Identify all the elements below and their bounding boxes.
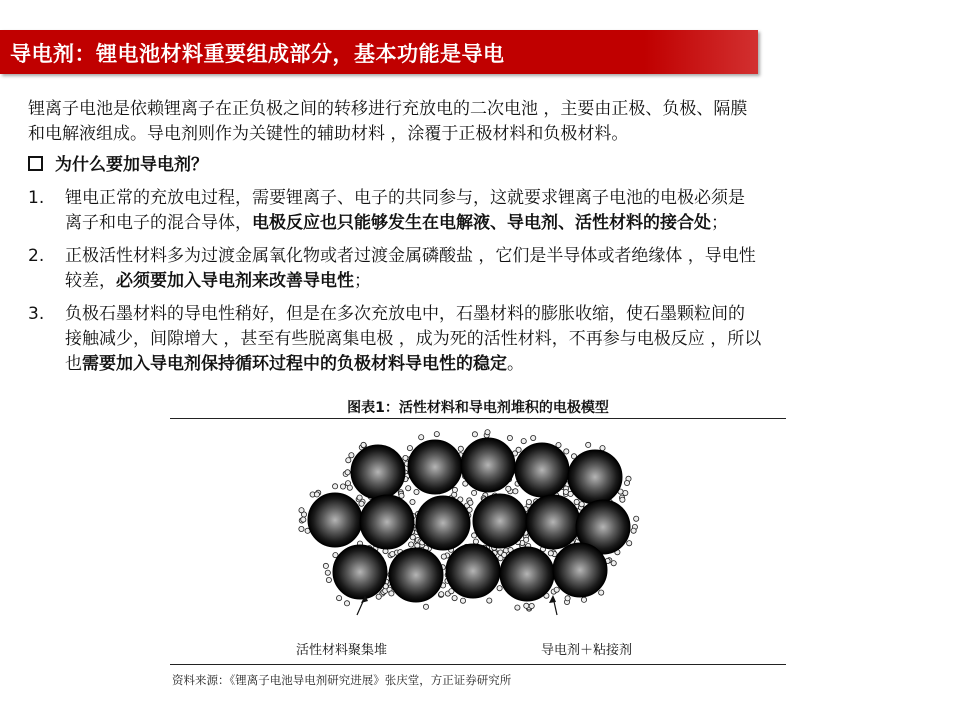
conductive-particle [548, 551, 553, 556]
conductive-particle [586, 442, 591, 447]
conductive-particle [526, 499, 531, 504]
conductive-particle [410, 499, 415, 504]
conductive-particle [361, 442, 366, 447]
conductive-particle [631, 528, 636, 533]
electrode-model-illustration [295, 425, 675, 625]
bold-text: 必须要加入导电剂来改善导电性 [116, 271, 354, 291]
text-span: ； [354, 271, 371, 291]
active-particle [568, 450, 622, 504]
conductive-particle [599, 590, 604, 595]
list-line [65, 211, 761, 236]
bold-text: 需要加入导电剂保持循环过程中的负极材料导电性的稳定 [82, 354, 507, 374]
text-span: 也 [65, 354, 82, 374]
list-item [28, 186, 761, 236]
list-number: 3. [28, 304, 45, 324]
active-particle [351, 445, 405, 499]
conductive-particle [414, 489, 419, 494]
text-span: 较差， [65, 271, 116, 291]
list-line: 接触减少，间隙增大 ，甚至有些脱离集电极 ，成为死的活性材料，不再参与电极反应 ，所以 [65, 329, 762, 349]
conductive-particle [410, 535, 415, 540]
conductive-particle [620, 497, 625, 502]
conductive-particle [406, 486, 411, 491]
conductive-particle [423, 604, 428, 609]
active-particle [408, 440, 462, 494]
conductive-particle [579, 502, 584, 507]
conductive-particle [524, 537, 529, 542]
list-number: 2. [28, 246, 45, 266]
conductive-particle [624, 480, 629, 485]
conductive-particle [389, 591, 394, 596]
conductive-particle [340, 484, 345, 489]
conductive-particle [407, 446, 412, 451]
figure-top-rule [170, 418, 786, 419]
conductive-particle [473, 539, 478, 544]
list-line: 锂电正常的充放电过程，需要锂离子、电子的共同参与，这就要求锂离子电池的电极必须是 [65, 188, 745, 208]
list-line [65, 269, 761, 294]
active-particle [553, 543, 607, 597]
active-particle [500, 547, 554, 601]
conductive-particle [376, 594, 381, 599]
conductive-particle [507, 435, 512, 440]
text-span: ； [711, 213, 728, 233]
conductive-particle [634, 516, 639, 521]
conductive-particle [325, 570, 330, 575]
conductive-particle [472, 490, 477, 495]
conductive-particle [513, 489, 518, 494]
conductive-particle [458, 446, 463, 451]
intro-line-1: 锂离子电池是依赖锂离子在正负极之间的转移进行充放电的二次电池 ，主要由正极、负极、隔膜 [28, 99, 748, 119]
conductive-particle [346, 458, 351, 463]
conductive-particle [529, 603, 534, 608]
active-particle [526, 495, 580, 549]
conductive-particle [337, 596, 342, 601]
conductive-particle [565, 596, 570, 601]
conductive-particle [323, 563, 328, 568]
conductive-particle [326, 577, 331, 582]
conductive-particle [623, 490, 628, 495]
conductive-particle [554, 587, 559, 592]
conductive-particle [399, 493, 404, 498]
intro-line-2: 和电解液组成。导电剂则作为关键性的辅助材料 ，涂覆于正极材料和负极材料。 [28, 124, 629, 144]
conductive-particle [452, 492, 457, 497]
text-span: 离子和电子的混合导体， [65, 213, 252, 233]
conductive-particle [357, 495, 362, 500]
figure-bottom-rule [170, 664, 786, 665]
conductive-agent-label: 导电剂＋粘接剂 [541, 643, 633, 658]
active-particle [515, 443, 569, 497]
bold-text: 电极反应也只能够发生在电解液、导电剂、活性材料的接合处 [252, 213, 711, 233]
conductive-particle [564, 449, 569, 454]
active-particle [416, 496, 470, 550]
list-item [28, 244, 761, 294]
conductive-particle [299, 508, 304, 513]
source-note: 资料来源：《锂离子电池导电剂研究进展》张庆堂，方正证券研究所 [172, 673, 512, 687]
conductive-particle [419, 435, 424, 440]
active-particle [308, 493, 362, 547]
figure-title: 图表1：活性材料和导电剂堆积的电极模型 [347, 400, 609, 416]
conductive-particle [390, 552, 395, 557]
conductive-particle [531, 435, 536, 440]
active-particle [389, 548, 443, 602]
conductive-particle [314, 492, 319, 497]
active-material-particles [308, 438, 630, 602]
conductive-particle [521, 439, 526, 444]
conductive-particle [611, 561, 616, 566]
conductive-particle [452, 596, 457, 601]
active-particle [333, 545, 387, 599]
conductive-particle [344, 601, 349, 606]
conductive-particle [460, 598, 465, 603]
text-span: 。 [507, 354, 524, 374]
question-text: 为什么要加导电剂？ [55, 155, 208, 175]
question-heading [28, 153, 208, 178]
title-bar [0, 30, 758, 74]
list-line [65, 352, 761, 377]
active-particle [360, 495, 414, 549]
list-line: 正极活性材料多为过渡金属氧化物或者过渡金属磷酸盐 ，它们是半导体或者绝缘体 ，导电性 [65, 246, 756, 266]
conductive-particle [472, 432, 477, 437]
active-particle [473, 494, 527, 548]
conductive-particle [468, 500, 473, 505]
conductive-particle [359, 501, 364, 506]
conductive-particle [299, 526, 304, 531]
conductive-particle [563, 489, 568, 494]
conductive-particle [574, 499, 579, 504]
conductive-particle [600, 446, 605, 451]
conductive-particle [333, 484, 338, 489]
conductive-particle [409, 542, 414, 547]
active-particle [461, 438, 515, 492]
conductive-particle [524, 603, 529, 608]
conductive-particle [452, 487, 457, 492]
list-line: 负极石墨材料的导电性稍好，但是在多次充放电中，石墨材料的膨胀收缩，使石墨颗粒间的 [65, 304, 745, 324]
checkbox-bullet-icon [28, 156, 43, 171]
conductive-particle [497, 586, 502, 591]
conductive-particle [506, 486, 511, 491]
list-number: 1. [28, 188, 45, 208]
page-title: 导电剂：锂电池材料重要组成部分，基本功能是导电 [10, 42, 505, 66]
conductive-particle [415, 543, 420, 548]
intro-paragraph [28, 97, 747, 147]
conductive-particle [403, 455, 408, 460]
conductive-particle [347, 485, 352, 490]
active-particle [446, 544, 500, 598]
conductive-particle [434, 432, 439, 437]
conductive-particle [345, 470, 350, 475]
active-material-label: 活性材料聚集堆 [296, 643, 388, 658]
reason-list [28, 186, 761, 385]
conductive-particle [487, 598, 492, 603]
conductive-particle [581, 597, 586, 602]
conductive-particle [515, 605, 520, 610]
list-item [28, 302, 761, 377]
conductive-particle [349, 453, 354, 458]
conductive-particle [485, 430, 490, 435]
conductive-particle [439, 592, 444, 597]
conductive-particle [301, 517, 306, 522]
conductive-particle [441, 554, 446, 559]
conductive-particle [627, 541, 632, 546]
